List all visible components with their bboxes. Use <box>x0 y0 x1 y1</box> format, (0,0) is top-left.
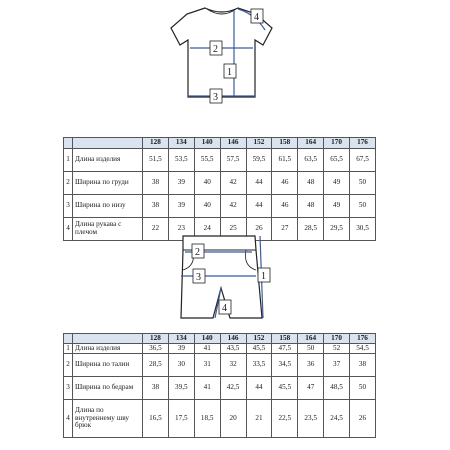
size-header: 158 <box>272 138 298 149</box>
shorts-marker-4: 4 <box>222 303 227 314</box>
size-header: 134 <box>168 334 194 344</box>
size-header: 176 <box>350 138 376 149</box>
size-header: 164 <box>298 334 324 344</box>
size-header: 128 <box>143 334 169 344</box>
tshirt-marker-2: 2 <box>213 44 218 55</box>
table-row: 3 Ширина по бедрам 38 39,5 41 42,5 44 45,5 47 48,5 50 <box>64 377 376 400</box>
size-header: 176 <box>350 334 376 344</box>
tshirt-size-table <box>63 137 376 241</box>
size-header: 146 <box>220 138 246 149</box>
shorts-size-table <box>63 333 376 438</box>
table-row: 3 Ширина по низу 38 39 40 42 44 46 48 49 50 <box>64 195 376 218</box>
size-header: 170 <box>324 334 350 344</box>
shorts-marker-1: 1 <box>261 271 266 282</box>
shorts-illustration <box>0 230 450 330</box>
table-row: 1 Длина изделия 51,5 53,5 55,5 57,5 59,5 61,5 63,5 65,5 67,5 <box>64 149 376 172</box>
size-header: 152 <box>246 138 272 149</box>
tshirt-illustration <box>0 0 450 110</box>
size-header: 158 <box>272 334 298 344</box>
size-header: 128 <box>143 138 169 149</box>
table-header-row <box>64 138 376 149</box>
tshirt-marker-4: 4 <box>254 12 259 23</box>
shorts-marker-3: 3 <box>196 272 201 283</box>
table-row: 2 Ширина по талии 28,5 30 31 32 33,5 34,5 36 37 38 <box>64 354 376 377</box>
table-row: 4 Длина по внутреннему шву брюк 16,5 17,5 18,5 20 21 22,5 23,5 24,5 26 <box>64 400 376 438</box>
size-header: 170 <box>324 138 350 149</box>
size-header: 140 <box>194 138 220 149</box>
size-header: 134 <box>168 138 194 149</box>
shorts-marker-2: 2 <box>195 247 200 258</box>
table-row: 4 Длина рукава с плечом 22 23 24 25 26 27 28,5 29,5 30,5 <box>64 218 376 241</box>
table-row: 1 Длина изделия 36,5 39 41 43,5 45,5 47,5 50 52 54,5 <box>64 344 376 354</box>
table-header-row <box>64 334 376 344</box>
tshirt-marker-1: 1 <box>227 67 232 78</box>
size-header: 146 <box>220 334 246 344</box>
size-header: 164 <box>298 138 324 149</box>
size-header: 152 <box>246 334 272 344</box>
table-row: 2 Ширина по груди 38 39 40 42 44 46 48 49 50 <box>64 172 376 195</box>
tshirt-marker-3: 3 <box>213 92 218 103</box>
size-header: 140 <box>194 334 220 344</box>
